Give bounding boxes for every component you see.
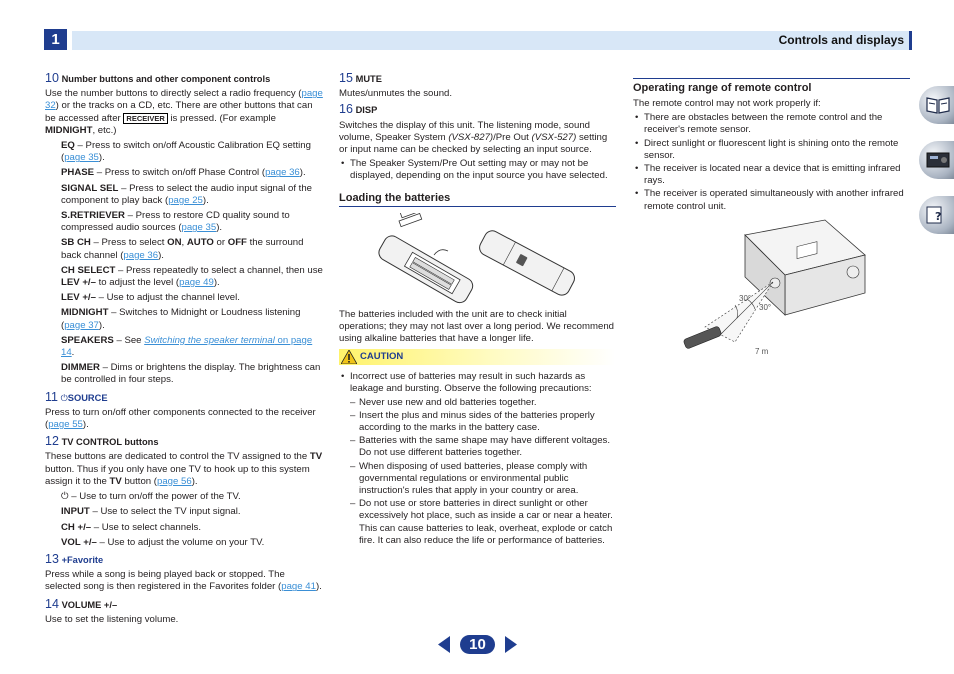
item-11-heading (45, 391, 323, 405)
side-tab-controls[interactable] (919, 141, 954, 179)
item-15-description: Mutes/unmutes the sound. (339, 88, 453, 100)
caution-item: – Insert the plus and minus sides of the batteries properly according to the marks in the battery case. (339, 410, 616, 434)
entry-midnight (45, 307, 323, 331)
entry-tv-power (45, 491, 323, 503)
text: – Dims or brightens the display. The brightness can be controlled in four steps. (61, 362, 321, 386)
remote-range-heading: Operating range of remote control (633, 78, 910, 96)
header-bar-edge (909, 31, 912, 50)
page-link[interactable]: page 49 (179, 277, 214, 289)
previous-page-icon[interactable] (438, 636, 451, 653)
page-title: Controls and displays (778, 33, 904, 47)
page-link[interactable]: page 36 (123, 249, 159, 261)
entry-sb-ch (45, 237, 323, 261)
text: – Use to turn on/off the power of the TV. (68, 491, 241, 503)
text: , (181, 237, 187, 249)
page-link[interactable]: page 36 (265, 167, 300, 179)
page-link[interactable]: page 35 (181, 222, 217, 234)
item-10-heading (45, 72, 323, 86)
text: – See (113, 334, 145, 346)
text: setting or input name can be checked by selecting an input source. (339, 131, 608, 156)
text: Press while a song is being played back or stopped. The selected song is then registered in the Favorites folder ( (45, 569, 285, 593)
text: ). (98, 319, 105, 331)
text: – Press to switch on/off Phase Control ( (94, 167, 266, 179)
key-label: S.RETRIEVER (61, 210, 125, 222)
text: ). (299, 167, 306, 179)
entry-ch-select (45, 265, 323, 289)
text: – Use to select channels. (91, 521, 201, 533)
remote-range-intro: The remote control may not work properly if: (633, 98, 821, 109)
remote-range-figure (675, 215, 875, 360)
item-title: VOLUME +/– (61, 599, 118, 610)
text: ). (82, 419, 89, 431)
text: Press to turn on/off other components connected to the receiver ( (45, 406, 316, 431)
remote-range-bullet: • The receiver is located near a device that is emitting infrared rays. (633, 163, 910, 187)
loading-batteries-body: The batteries included with the unit are to check initial operations; they may not last over a long period. We recommend using alkaline batteries that have a longer life. (339, 308, 614, 345)
caution-item: – Do not use or store batteries in direct sunlight or other excessively hot place, such as inside a car or near a heater. This can cause batteries to leak, overheat, explode or catch fire. It can also reduce the life or performance of batteries. (339, 498, 616, 547)
text: ). (216, 222, 223, 234)
item-14-description: Use to set the listening volume. (45, 613, 179, 625)
item-number: 14 (45, 596, 59, 611)
chapter-number: 1 (44, 29, 67, 50)
entry-speakers (45, 335, 323, 359)
caution-banner (339, 349, 616, 365)
page-link[interactable]: page 41 (281, 581, 316, 593)
text: the surround back channel ( (61, 237, 304, 261)
entry-lev (45, 292, 323, 304)
book-icon (925, 95, 951, 115)
text: – Press to restore CD quality sound to compressed audio sources ( (61, 210, 290, 234)
column-2 (339, 72, 616, 548)
key-label: MIDNIGHT (61, 307, 109, 319)
item-10-description (45, 88, 323, 137)
text: button ( (121, 475, 157, 487)
key-label: CH +/– (61, 521, 92, 533)
key-label: SB CH (61, 237, 91, 249)
caution-item: – Batteries with the same shape may have different voltages. Do not use different batteries together. (339, 435, 616, 459)
caution-label: CAUTION (360, 351, 404, 363)
text: /Pre Out (493, 131, 532, 143)
item-number: 10 (45, 71, 59, 85)
item-title: SOURCE (67, 392, 108, 403)
text: LEV +/– (61, 277, 96, 289)
item-number: 11 (45, 389, 58, 404)
text: to adjust the level ( (95, 277, 180, 289)
page-number: 10 (460, 635, 495, 654)
key-label: SPEAKERS (61, 334, 114, 346)
item-number: 15 (339, 71, 353, 85)
text: or (213, 237, 228, 249)
text: – Press to select (90, 237, 168, 249)
entry-eq (45, 140, 323, 164)
text: – Press repeatedly to select a channel, then use (115, 264, 323, 276)
page-link[interactable]: on page 14 (61, 334, 313, 359)
entry-s-retriever (45, 210, 323, 234)
key-label: CH SELECT (61, 264, 116, 276)
page-link[interactable]: page 37 (64, 319, 99, 331)
model-name: (VSX-827) (448, 131, 494, 143)
receiver-key-label: RECEIVER (123, 113, 167, 124)
warning-icon (341, 350, 357, 364)
text: ) or the tracks on a CD, etc. There are other buttons that can be accessed after (45, 100, 313, 124)
text: TV (109, 475, 122, 487)
key-label: SIGNAL SEL (61, 182, 119, 194)
angle-label: 30° (739, 294, 752, 303)
text: Switches the display of this unit. The listening mode, sound volume, Speaker System (339, 119, 591, 143)
remote-range-bullet: • The receiver is operated simultaneously with another infrared remote control unit. (633, 188, 910, 212)
item-number: 13 (45, 551, 59, 566)
text: is pressed. (For example (167, 112, 276, 124)
key-label: LEV +/– (61, 292, 96, 304)
text: These buttons are dedicated to control the TV assigned to the (45, 451, 310, 463)
text: ). (202, 194, 209, 206)
text: – Switches to Midnight or Loudness listening ( (61, 307, 301, 331)
text: MIDNIGHT (45, 124, 93, 136)
item-16-description (339, 120, 616, 157)
text: – Press to select the audio input signal of the component to play back ( (61, 182, 313, 206)
text: , etc.) (92, 124, 117, 136)
item-12-description (45, 451, 323, 488)
text: – Use to select the TV input signal. (89, 506, 241, 518)
loading-batteries-heading: Loading the batteries (339, 191, 616, 207)
side-tab-faq[interactable] (919, 196, 954, 234)
item-number: 12 (45, 434, 59, 449)
key-label: EQ (61, 140, 75, 152)
side-tab-contents[interactable] (919, 86, 954, 124)
text: TV (309, 451, 323, 463)
page-link[interactable]: page 32 (45, 88, 323, 112)
remote-range-bullet: • Direct sunlight or fluorescent light is shining onto the remote sensor. (633, 138, 910, 162)
item-title: +Favorite (61, 554, 104, 565)
item-14-heading (45, 598, 323, 612)
text: ). (158, 249, 164, 261)
page-link[interactable]: page 25 (168, 194, 203, 206)
text: ON (167, 237, 182, 249)
next-page-icon[interactable] (504, 636, 517, 653)
key-label: INPUT (61, 506, 90, 518)
item-title: DISP (355, 105, 378, 116)
item-13-heading (45, 553, 323, 567)
receiver-icon (925, 149, 951, 171)
text: – Use to adjust the volume on your TV. (96, 536, 265, 548)
model-name: (VSX-527) (531, 131, 577, 143)
item-number: 16 (339, 102, 353, 117)
text: ). (98, 152, 105, 164)
item-15-heading (339, 72, 616, 86)
text: ). (191, 475, 198, 487)
svg-text:?: ? (935, 210, 942, 223)
caution-item: – Never use new and old batteries together. (339, 397, 616, 409)
item-11-description (45, 407, 323, 431)
key-label: PHASE (61, 167, 95, 179)
text: OFF (227, 237, 247, 249)
faq-icon (925, 203, 951, 227)
text: AUTO (186, 237, 214, 249)
remote-range-illustration (675, 215, 875, 360)
item-title: MUTE (355, 74, 382, 84)
page-link[interactable]: page 35 (64, 152, 99, 164)
entry-dimmer (45, 362, 323, 386)
text: – Press to switch on/off Acoustic Calibration EQ setting ( (61, 140, 311, 164)
caution-bullet: • Incorrect use of batteries may result in such hazards as leakage and bursting. Observe the following precautions: (339, 371, 616, 395)
entry-signal-sel (45, 183, 323, 207)
item-13-description (45, 569, 323, 593)
entry-tv-vol (45, 537, 323, 549)
entry-phase (45, 167, 323, 179)
item-16-note: • The Speaker System/Pre Out setting may or may not be displayed, depending on the input source you have selected. (339, 158, 616, 182)
key-label: DIMMER (61, 362, 100, 374)
remote-range-bullet: • There are obstacles between the remote control and the receiver's remote sensor. (633, 112, 910, 136)
text: button. Thus if you only have one TV to hook up to this system assign it to the (45, 463, 310, 487)
entry-tv-input (45, 506, 323, 518)
angle-label: 30° (759, 303, 772, 312)
page-link[interactable]: page 56 (157, 475, 192, 487)
cross-reference-link[interactable]: Switching the speaker terminal (144, 334, 275, 346)
text: Use the number buttons to directly select a radio frequency ( (45, 88, 302, 100)
power-icon: ⏻ (60, 392, 68, 403)
item-16-heading (339, 103, 616, 117)
item-title: Number buttons and other component controls (61, 74, 271, 84)
text: . (71, 347, 75, 359)
text: – Use to adjust the channel level. (95, 292, 240, 304)
caution-item: – When disposing of used batteries, please comply with governmental regulations or environmental public instruction's rules that apply in your country or area. (339, 461, 616, 498)
power-icon: ⏻ (61, 491, 69, 503)
item-12-heading (45, 435, 323, 449)
column-3 (633, 78, 910, 214)
text: ). (315, 581, 322, 593)
entry-tv-ch (45, 522, 323, 534)
column-1 (45, 72, 323, 628)
key-label: VOL +/– (61, 536, 97, 548)
page-link[interactable]: page 55 (48, 419, 83, 431)
distance-label: 7 m (755, 347, 769, 356)
battery-loading-illustration (339, 213, 616, 305)
text: ). (213, 277, 220, 289)
item-title: TV CONTROL buttons (61, 437, 159, 448)
